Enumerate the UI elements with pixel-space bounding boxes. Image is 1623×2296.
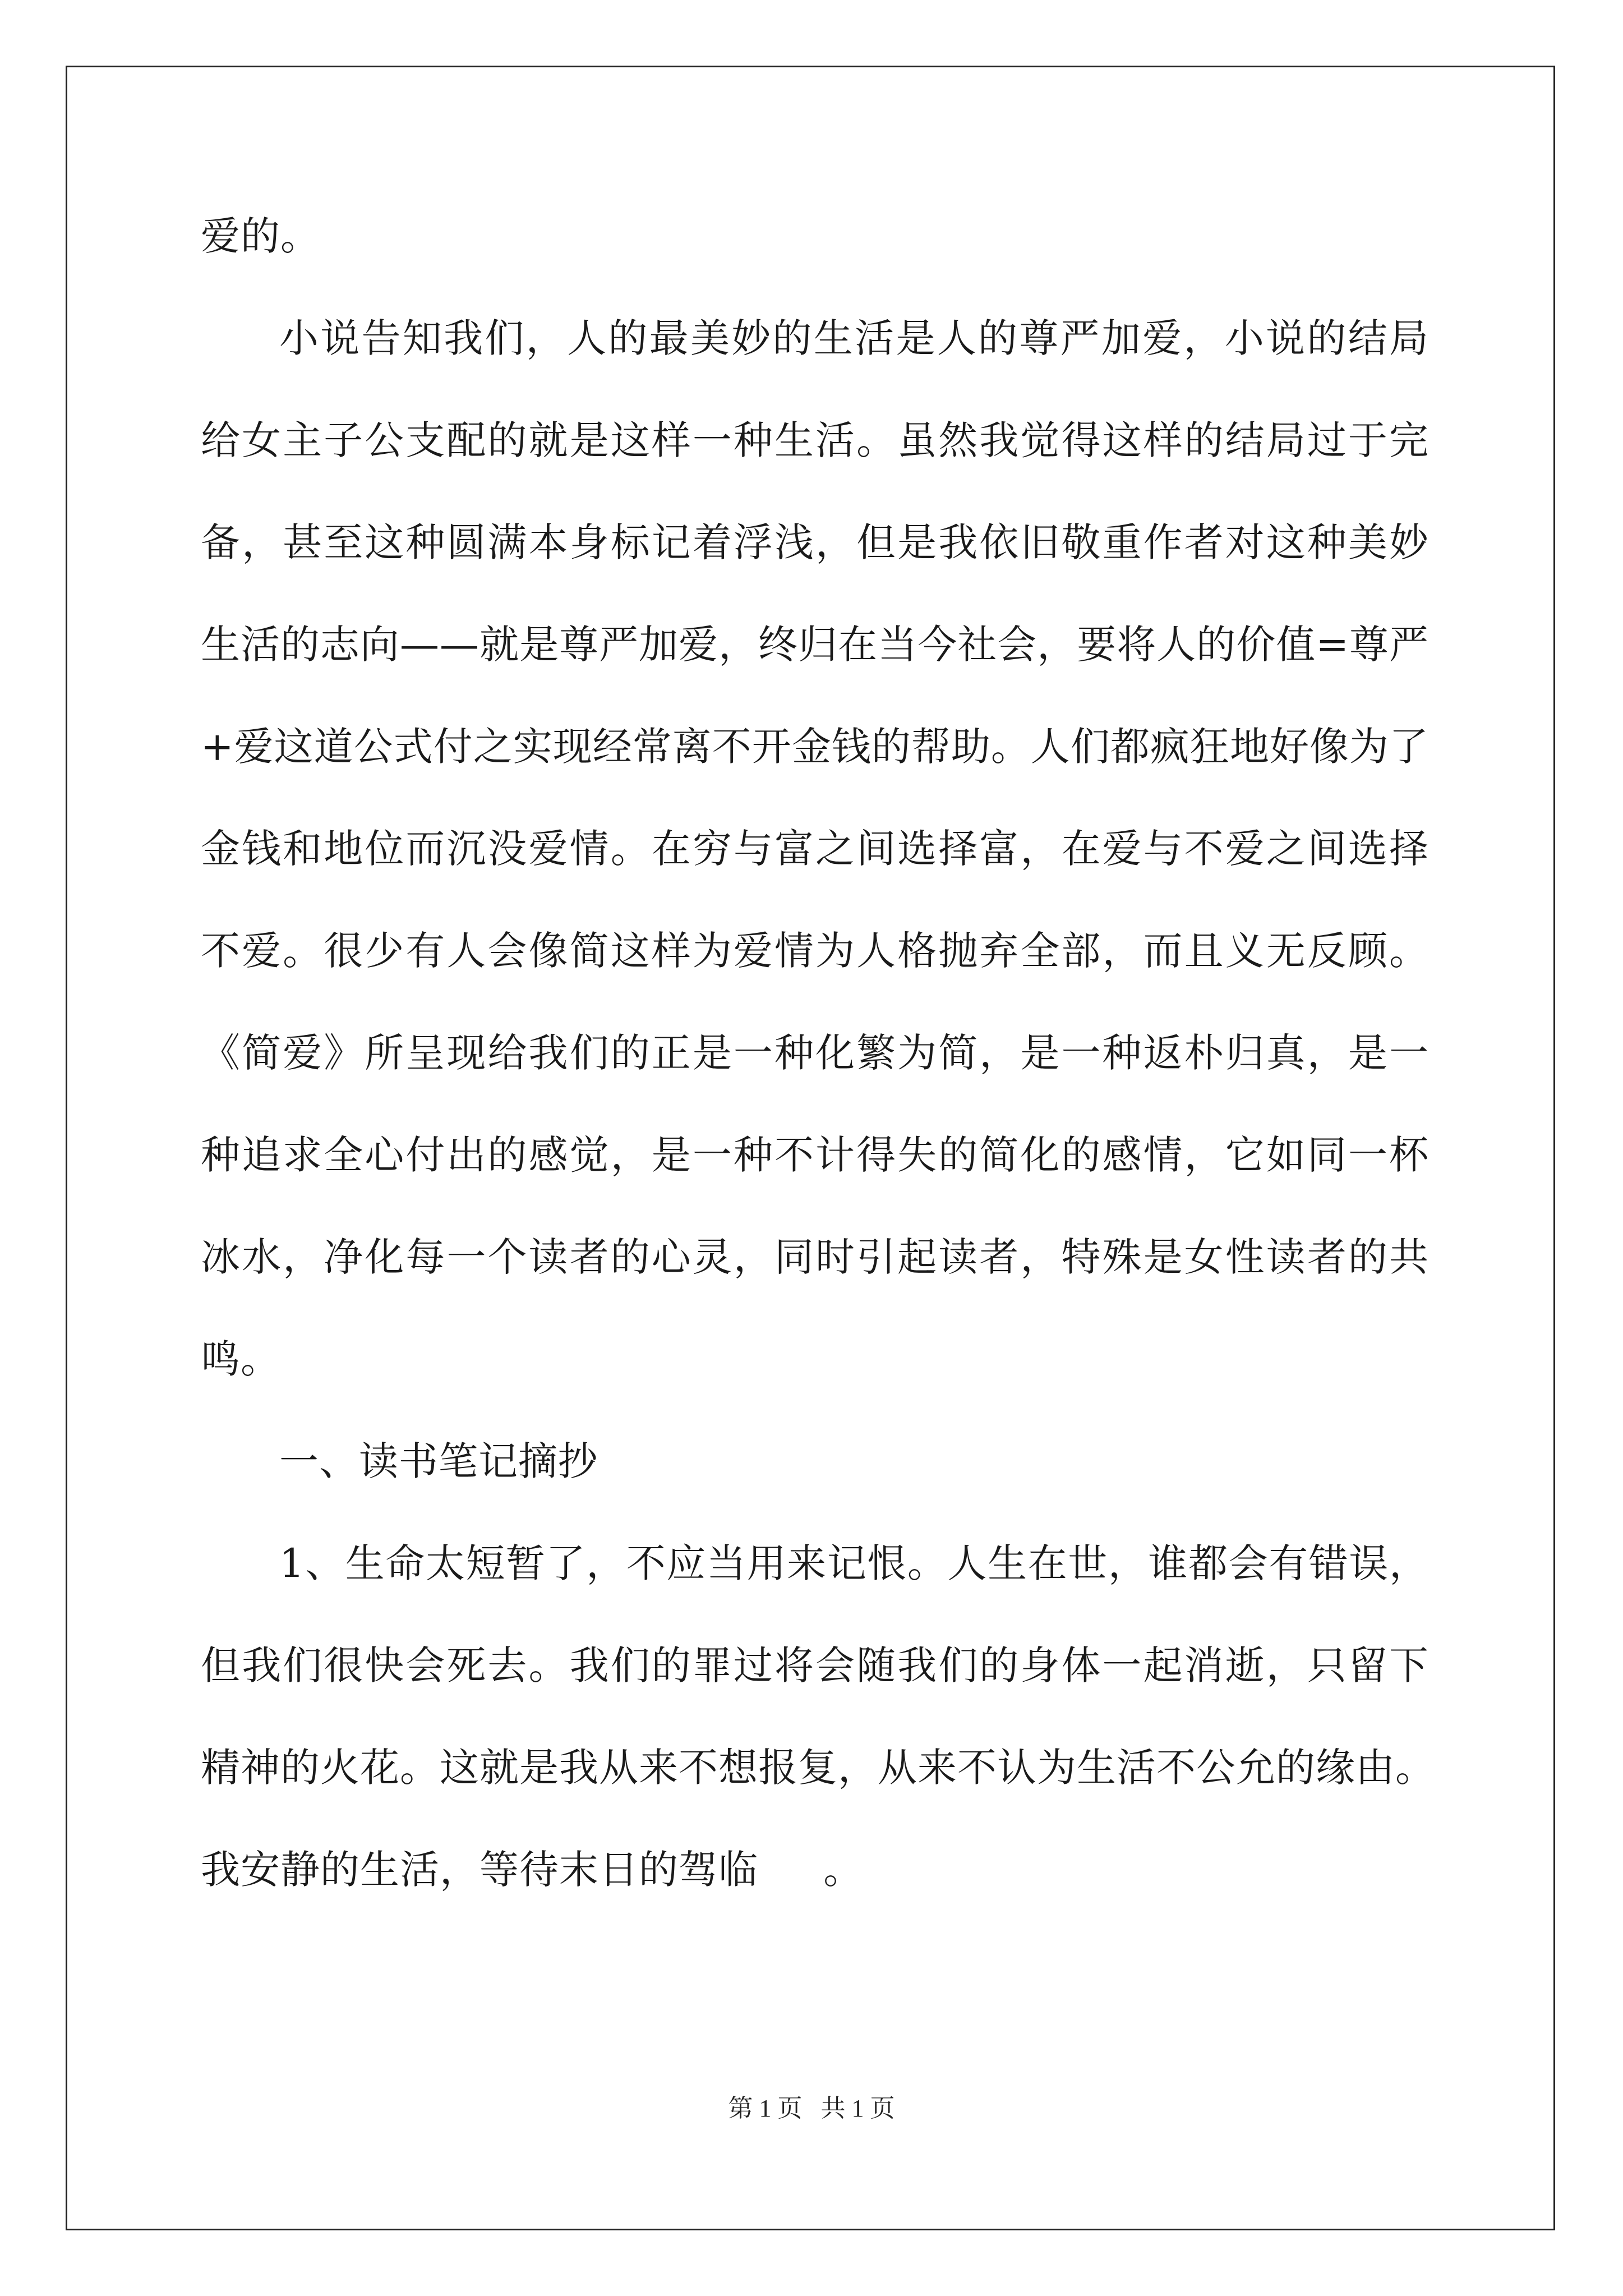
text-line: 1、生命太短暂了，不应当用来记恨。人生在世，谁都会有错误， (279, 1540, 1429, 1586)
text-line: 我安静的生活，等待末日的驾临 。 (201, 1847, 864, 1893)
text-line: 冰水，净化每一个读者的心灵，同时引起读者，特殊是女性读者的共 (201, 1234, 1429, 1280)
text-line: 不爱。很少有人会像简这样为爱情为人格抛弃全部，而且义无反顾。 (201, 928, 1429, 974)
text-line: 《简爱》所呈现给我们的正是一种化繁为简，是一种返朴归真，是一 (201, 1030, 1429, 1076)
document-body (201, 185, 1435, 1921)
section-heading: 一、读书笔记摘抄 (279, 1438, 598, 1484)
text-line: 备，甚至这种圆满本身标记着浮浅，但是我依旧敬重作者对这种美妙 (201, 519, 1429, 565)
text-line: 精神的火花。这就是我从来不想报复，从来不认为生活不公允的缘由。 (201, 1745, 1435, 1791)
text-line: +爱这道公式付之实现经常离不开金钱的帮助。人们都疯狂地好像为了 (201, 724, 1429, 770)
text-line: 小说告知我们，人的最美妙的生活是人的尊严加爱，小说的结局 (279, 315, 1429, 361)
text-line: 金钱和地位而沉没爱情。在穷与富之间选择富，在爱与不爱之间选择 (201, 826, 1429, 872)
text-line: 但我们很快会死去。我们的罪过将会随我们的身体一起消逝，只留下 (201, 1642, 1429, 1688)
text-line: 鸣。 (201, 1336, 280, 1382)
text-line: 种追求全心付出的感觉，是一种不计得失的简化的感情，它如同一杯 (201, 1132, 1429, 1178)
text-line: 给女主子公支配的就是这样一种生活。虽然我觉得这样的结局过于完 (201, 417, 1429, 463)
page-footer: 第 1 页 共 1 页 (728, 2095, 895, 2122)
text-line: 生活的志向——就是尊严加爱，终归在当今社会，要将人的价值=尊严 (201, 622, 1429, 668)
text-line: 爱的。 (201, 213, 320, 259)
